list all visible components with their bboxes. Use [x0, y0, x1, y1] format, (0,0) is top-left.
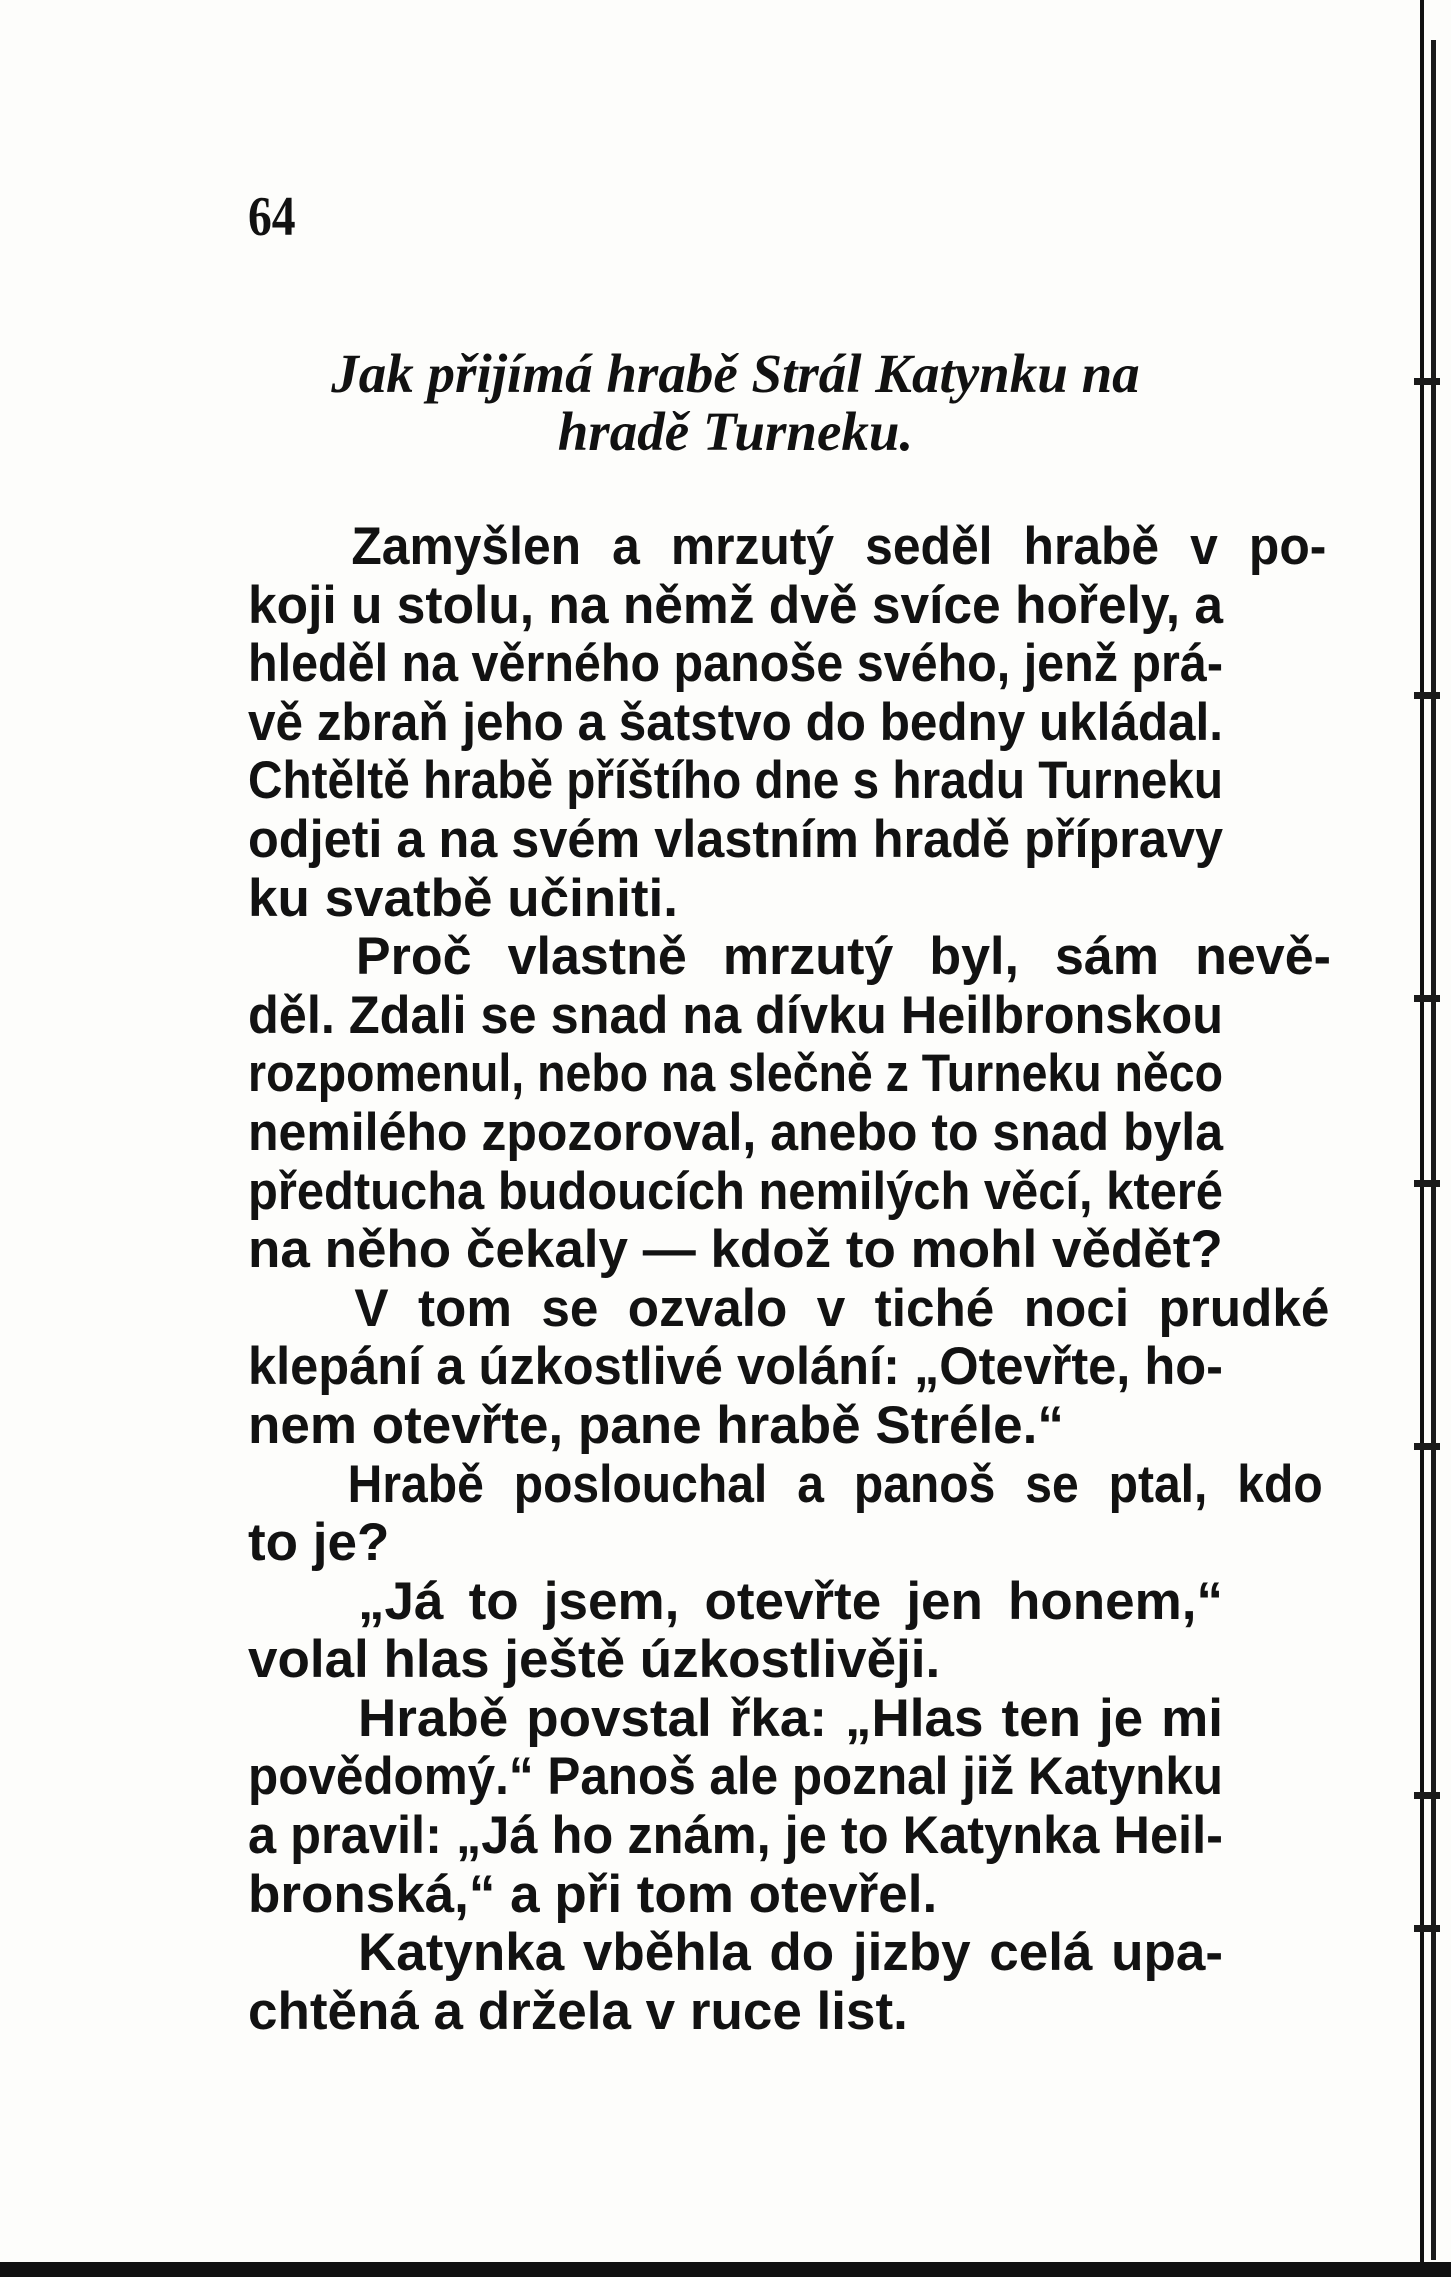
- text-line: Proč vlastně mrzutý byl, sám nevě-: [355, 927, 1331, 987]
- chapter-title-line-1: Jak přijímá hrabě Strál Katynku na: [331, 343, 1140, 404]
- text-line: rozpomenul, nebo na slečně z Turneku něco: [248, 1044, 1223, 1104]
- text-line: nem otevřte, pane hrabě Stréle.“: [248, 1395, 1064, 1455]
- scan-bottom-border: [0, 2262, 1451, 2277]
- chapter-title: [248, 345, 1223, 461]
- edge-tick: [1414, 995, 1440, 1002]
- edge-tick: [1414, 1792, 1440, 1799]
- text-line: to je?: [248, 1513, 390, 1573]
- edge-tick: [1414, 1925, 1440, 1932]
- text-line: vě zbraň jeho a šatstvo do bedny ukládal.: [248, 692, 1223, 752]
- text-line: V tom se ozvalo v tiché noci prudké: [354, 1278, 1330, 1338]
- edge-tick: [1414, 692, 1440, 699]
- text-line: ku svatbě učiniti.: [248, 868, 679, 928]
- text-line: děl. Zdali se snad na dívku Heilbronskou: [248, 985, 1223, 1045]
- text-line: „Já to jsem, otevřte jen honem,“: [358, 1571, 1223, 1631]
- chapter-title-line-2: hradě Turneku.: [557, 401, 914, 462]
- text-line: odjeti a na svém vlastním hradě přípravy: [248, 809, 1223, 869]
- edge-tick: [1414, 1180, 1440, 1187]
- text-line: povědomý.“ Panoš ale poznal již Katynku: [248, 1747, 1223, 1807]
- text-line: Chtěltě hrabě příštího dne s hradu Turneku: [248, 751, 1223, 811]
- text-line: hleděl na věrného panoše svého, jenž prá-: [248, 634, 1223, 694]
- text-line: koji u stolu, na němž dvě svíce hořely, a: [248, 575, 1223, 635]
- edge-tick: [1414, 1443, 1440, 1450]
- text-line: předtucha budoucích nemilých věcí, které: [248, 1161, 1223, 1221]
- text-line: Hrabě povstal řka: „Hlas ten je mi: [358, 1688, 1223, 1748]
- page-number: 64: [248, 186, 296, 248]
- text-line: Katynka vběhla do jizby celá upa-: [358, 1923, 1223, 1983]
- text-line: Hrabě poslouchal a panoš se ptal, kdo: [347, 1454, 1323, 1514]
- text-line: volal hlas ještě úzkostlivěji.: [248, 1630, 941, 1690]
- text-line: na něho čekaly — kdož to mohl vědět?: [248, 1220, 1223, 1280]
- edge-tick: [1414, 378, 1440, 385]
- body-text: [248, 517, 1331, 2041]
- text-line: a pravil: „Já ho znám, je to Katynka Heil-: [248, 1806, 1223, 1866]
- page-edge-strip: [1424, 0, 1451, 2277]
- text-line: nemilého zpozoroval, anebo to snad byla: [248, 1102, 1223, 1162]
- text-line: klepání a úzkostlivé volání: „Otevřte, ho-: [248, 1337, 1223, 1397]
- text-line: bronská,“ a při tom otevřel.: [248, 1864, 938, 1924]
- text-line: chtěná a držela v ruce list.: [248, 1981, 908, 2041]
- text-line: Zamyšlen a mrzutý seděl hrabě v po-: [351, 517, 1327, 576]
